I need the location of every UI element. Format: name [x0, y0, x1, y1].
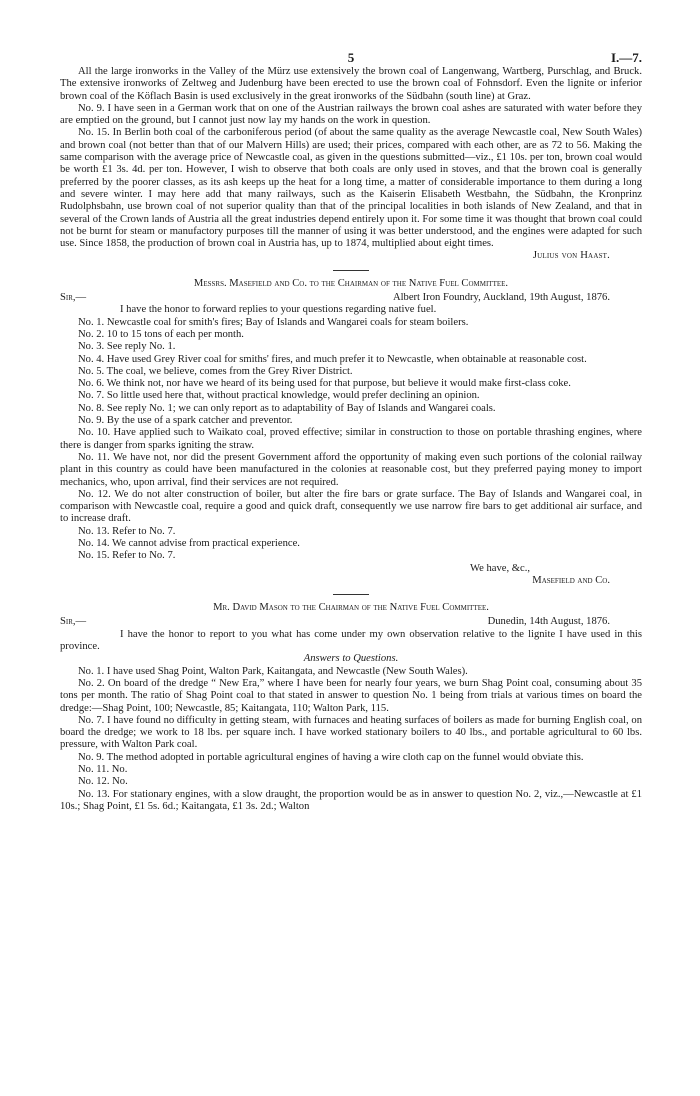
salutation-row [60, 616, 642, 628]
mason-letter [60, 602, 642, 813]
salutation: Sir,— [60, 292, 87, 304]
answer-item: No. 9. By the use of a spark catcher and preventor. [78, 415, 293, 427]
paragraph: All the large ironworks in the Valley of the Mürz use extensively the brown coal of Langenwang, Wartberg, Purschlag, and Bruck. The extensive ironworks of Zeltweg and Judenburg have been erected to use the brown coal of Fohnsdorf. Even the lignite or inferior brown coal of the Köflach Basin is used exclusively in the great ironworks of the Südbahn (south line) at Graz. [60, 66, 642, 102]
answer-item: No. 12. We do not alter construction of boiler, but alter the fire bars or grate surface. The Bay of Islands and Wangarei coal, in comparison with Newcastle coal, require a good and quick draft, consequently we use narrow fire bars to get additional air surface, and to increase draft. [60, 488, 642, 525]
place-date: Dunedin, 14th August, 1876. [487, 616, 610, 628]
letter-title: Messrs. Masefield and Co. to the Chairman of the Native Fuel Committee. [193, 277, 509, 289]
paragraph: No. 9. I have seen in a German work that on one of the Austrian railways the brown coal ashes are saturated with water before they are emptied on the ground, but I cannot just now lay my hands on the work in question. [60, 102, 642, 127]
answer-item: No. 2. 10 to 15 tons of each per month. [78, 328, 244, 340]
salutation-row [60, 292, 642, 304]
subheading: Answers to Questions. [303, 653, 399, 665]
answer-item: No. 5. The coal, we believe, comes from the Grey River District. [78, 365, 353, 377]
place-date: Albert Iron Foundry, Auckland, 19th August, 1876. [392, 292, 610, 304]
section-divider [333, 270, 369, 271]
answer-item: No. 11. No. [78, 764, 128, 776]
answer-item: No. 13. Refer to No. 7. [78, 525, 176, 537]
answer-item: No. 15. Refer to No. 7. [78, 550, 176, 562]
answer-item: No. 3. See reply No. 1. [78, 341, 176, 353]
paragraph: No. 15. In Berlin both coal of the carboniferous period (of about the same quality as the average Newcastle coal, New South Wales) and brown coal (not better than that of our Malvern Hills) are used; their prices, compared with each other, are as 72 to 56. Making the same comparison with the average price of Newcastle coal, as given in the questions submitted—viz., £1 10s. per ton, brown coal would be worth £1 3s. 4d. per ton. However, I wish to observe that both coals are only used in stoves, and that the brown coal is generally preferred by the poorer classes, as its ash keeps up the heat for a long time, a matter of considerable importance to them during a long and severe winter. I may here add that many railways, such as the Kaiserin Elisabeth Westbahn, the Südbahn, the Kronprinz Rudolphsbahn, use brown coal of not superior quality than that of the principal localities in both islands of New Zealand, and that in several of the Crown lands of Austria all the great industries depend entirely upon it. For some time it was thought that brown coal could not be burnt for steam or manufactory purposes till the manner of using it was better understood, and the engines were adapted for such use. Since 1858, the production of brown coal in Austria has, up to 1874, multiplied about eight times. [60, 127, 642, 250]
answer-item: No. 13. For stationary engines, with a slow draught, the proportion would be as in answer to question No. 2, viz.,—Newcastle at £1 10s.; Shag Point, £1 5s. 6d.; Kaitangata, £1 3s. 2d.; Walton [60, 788, 642, 812]
letter-title: Mr. David Mason to the Chairman of the Native Fuel Committee. [213, 602, 489, 614]
page-header [60, 44, 642, 66]
signature: Masefield and Co. [532, 574, 610, 586]
masefield-letter [60, 278, 642, 587]
haast-letter-continuation [60, 66, 642, 263]
page-number: 5 [347, 50, 355, 65]
letter-intro: I have the honor to report to you what has come under my own observation relative to the lignite I have used in this province. [60, 628, 642, 653]
answer-item: No. 7. So little used here that, without practical knowledge, would prefer declining an opinion. [78, 390, 480, 402]
section-divider [333, 594, 369, 595]
signature: Julius von Haast. [532, 250, 610, 262]
answer-item: No. 2. On board of the dredge “ New Era,” where I have been for nearly four years, we burn Shag Point coal, consuming about 35 tons per month. The ratio of Shag Point coal to that stated in answer to question No. 1 being from trials at various times on board the dredge:—Shag Point, 100; Newcastle, 85; Kaitangata, 110; Walton Park, 115. [60, 677, 642, 714]
answer-item: No. 9. The method adopted in portable agricultural engines of having a wire cloth cap on the funnel would obviate this. [78, 751, 584, 763]
answer-item: No. 8. See reply No. 1; we can only report as to adaptability of Bay of Islands and Wangarei coals. [78, 402, 496, 414]
answer-item: No. 12. No. [78, 776, 128, 788]
closing: We have, &c., [469, 562, 530, 574]
document-reference: I.—7. [610, 50, 642, 65]
answer-item: No. 10. Have applied such to Waikato coal, proved effective; similar in construction to those on portable thrashing engines, where there is danger from sparks igniting the straw. [60, 427, 642, 451]
letter-intro: I have the honor to forward replies to your questions regarding native fuel. [120, 304, 437, 316]
answer-item: No. 7. I have found no difficulty in getting steam, with furnaces and heating surfaces of boilers as made for burning English coal, on board the dredge; we work to 18 lbs. per square inch. I have worked stationary boilers to 40 lbs., and portable agricultural to 60 lbs. pressure, with Walton Park coal. [60, 714, 642, 751]
answer-item: No. 6. We think not, nor have we heard of its being used for that purpose, but believe it would make first-class coke. [78, 378, 571, 390]
answer-item: No. 1. Newcastle coal for smith's fires; Bay of Islands and Wangarei coals for steam boilers. [78, 316, 469, 328]
salutation: Sir,— [60, 616, 87, 628]
answer-item: No. 14. We cannot advise from practical experience. [78, 537, 300, 549]
answer-item: No. 4. Have used Grey River coal for smiths' fires, and much prefer it to Newcastle, when obtainable at reasonable cost. [78, 353, 587, 365]
answer-item: No. 11. We have not, nor did the present Government afford the opportunity of making even such portions of the colonial railway plant in this country as could have been manufactured in the colonies at reasonable cost, but they preferred paying money to import mechanics, who, upon arrival, find their services are not required. [60, 451, 642, 488]
answer-item: No. 1. I have used Shag Point, Walton Park, Kaitangata, and Newcastle (New South Wales). [78, 665, 468, 677]
